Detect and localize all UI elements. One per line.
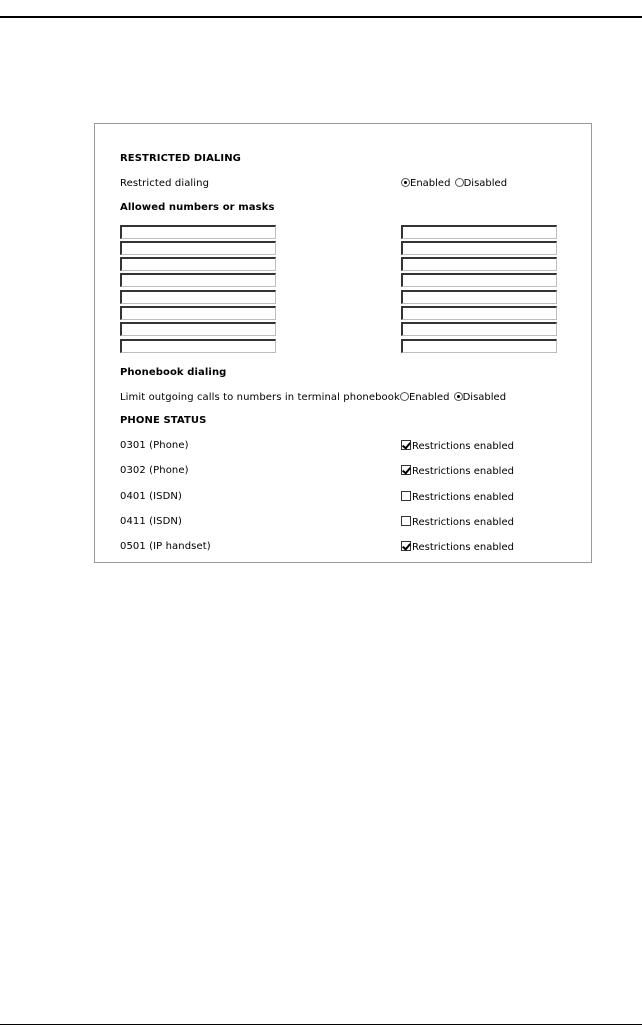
- phonebook-dialing-heading: Phonebook dialing: [120, 367, 227, 378]
- allowed-number-left-7[interactable]: [120, 322, 276, 336]
- phone-status-row-1-checkbox[interactable]: [401, 440, 411, 450]
- allowed-number-left-6[interactable]: [120, 306, 276, 320]
- allowed-numbers-heading: Allowed numbers or masks: [120, 202, 275, 213]
- phone-status-row-2-checkbox[interactable]: [401, 465, 411, 475]
- page-bottom-rule: [0, 1024, 642, 1025]
- phone-status-row-2-name: 0302 (Phone): [120, 465, 189, 476]
- restricted-dialing-heading: RESTRICTED DIALING: [120, 153, 241, 164]
- allowed-number-right-8[interactable]: [401, 339, 557, 353]
- phone-status-row-4-checkbox[interactable]: [401, 516, 411, 526]
- allowed-number-left-5[interactable]: [120, 290, 276, 304]
- phone-status-row-1-option: [401, 440, 514, 452]
- restricted-dialing-label: Restricted dialing: [120, 178, 210, 189]
- phone-status-row-5-name: 0501 (IP handset): [120, 541, 211, 552]
- phone-status-row-5-checkbox-label[interactable]: Restrictions enabled: [412, 542, 514, 553]
- phonebook-enabled-label[interactable]: Enabled: [409, 392, 450, 403]
- restricted-dialing-enabled-label[interactable]: Enabled: [410, 178, 451, 189]
- phone-status-row-3-name: 0401 (ISDN): [120, 491, 183, 502]
- phonebook-disabled-label[interactable]: Disabled: [462, 392, 507, 403]
- restricted-dialing-panel: [94, 123, 592, 563]
- restricted-dialing-disabled-label[interactable]: Disabled: [463, 178, 508, 189]
- phone-status-row-3-option: [401, 491, 514, 503]
- restricted-dialing-disabled-radio[interactable]: [455, 178, 464, 187]
- allowed-number-right-5[interactable]: [401, 290, 557, 304]
- allowed-number-right-7[interactable]: [401, 322, 557, 336]
- page-top-rule: [0, 16, 642, 18]
- phonebook-disabled-radio[interactable]: [454, 392, 463, 401]
- restricted-dialing-enabled-radio[interactable]: [401, 178, 410, 187]
- allowed-number-right-4[interactable]: [401, 273, 557, 287]
- phone-status-row-4-option: [401, 516, 514, 528]
- phone-status-row-4-checkbox-label[interactable]: Restrictions enabled: [412, 517, 514, 528]
- phone-status-row-4-name: 0411 (ISDN): [120, 516, 183, 527]
- phone-status-row-1-name: 0301 (Phone): [120, 440, 189, 451]
- allowed-number-right-1[interactable]: [401, 225, 557, 239]
- phonebook-dialing-options: [400, 392, 506, 403]
- allowed-number-left-3[interactable]: [120, 257, 276, 271]
- phone-status-heading: PHONE STATUS: [120, 415, 207, 426]
- phone-status-row-2-option: [401, 465, 514, 477]
- allowed-number-right-2[interactable]: [401, 241, 557, 255]
- allowed-number-right-6[interactable]: [401, 306, 557, 320]
- phone-status-row-5-option: [401, 541, 514, 553]
- phone-status-row-5-checkbox[interactable]: [401, 541, 411, 551]
- phonebook-dialing-label: Limit outgoing calls to numbers in terminal phonebook: [120, 392, 400, 403]
- phone-status-row-1-checkbox-label[interactable]: Restrictions enabled: [412, 441, 514, 452]
- allowed-number-left-8[interactable]: [120, 339, 276, 353]
- restricted-dialing-options: [401, 178, 507, 189]
- phone-status-row-2-checkbox-label[interactable]: Restrictions enabled: [412, 466, 514, 477]
- phone-status-row-3-checkbox[interactable]: [401, 491, 411, 501]
- allowed-number-left-4[interactable]: [120, 273, 276, 287]
- allowed-number-left-2[interactable]: [120, 241, 276, 255]
- allowed-number-right-3[interactable]: [401, 257, 557, 271]
- phonebook-enabled-radio[interactable]: [400, 392, 409, 401]
- phone-status-row-3-checkbox-label[interactable]: Restrictions enabled: [412, 492, 514, 503]
- allowed-number-left-1[interactable]: [120, 225, 276, 239]
